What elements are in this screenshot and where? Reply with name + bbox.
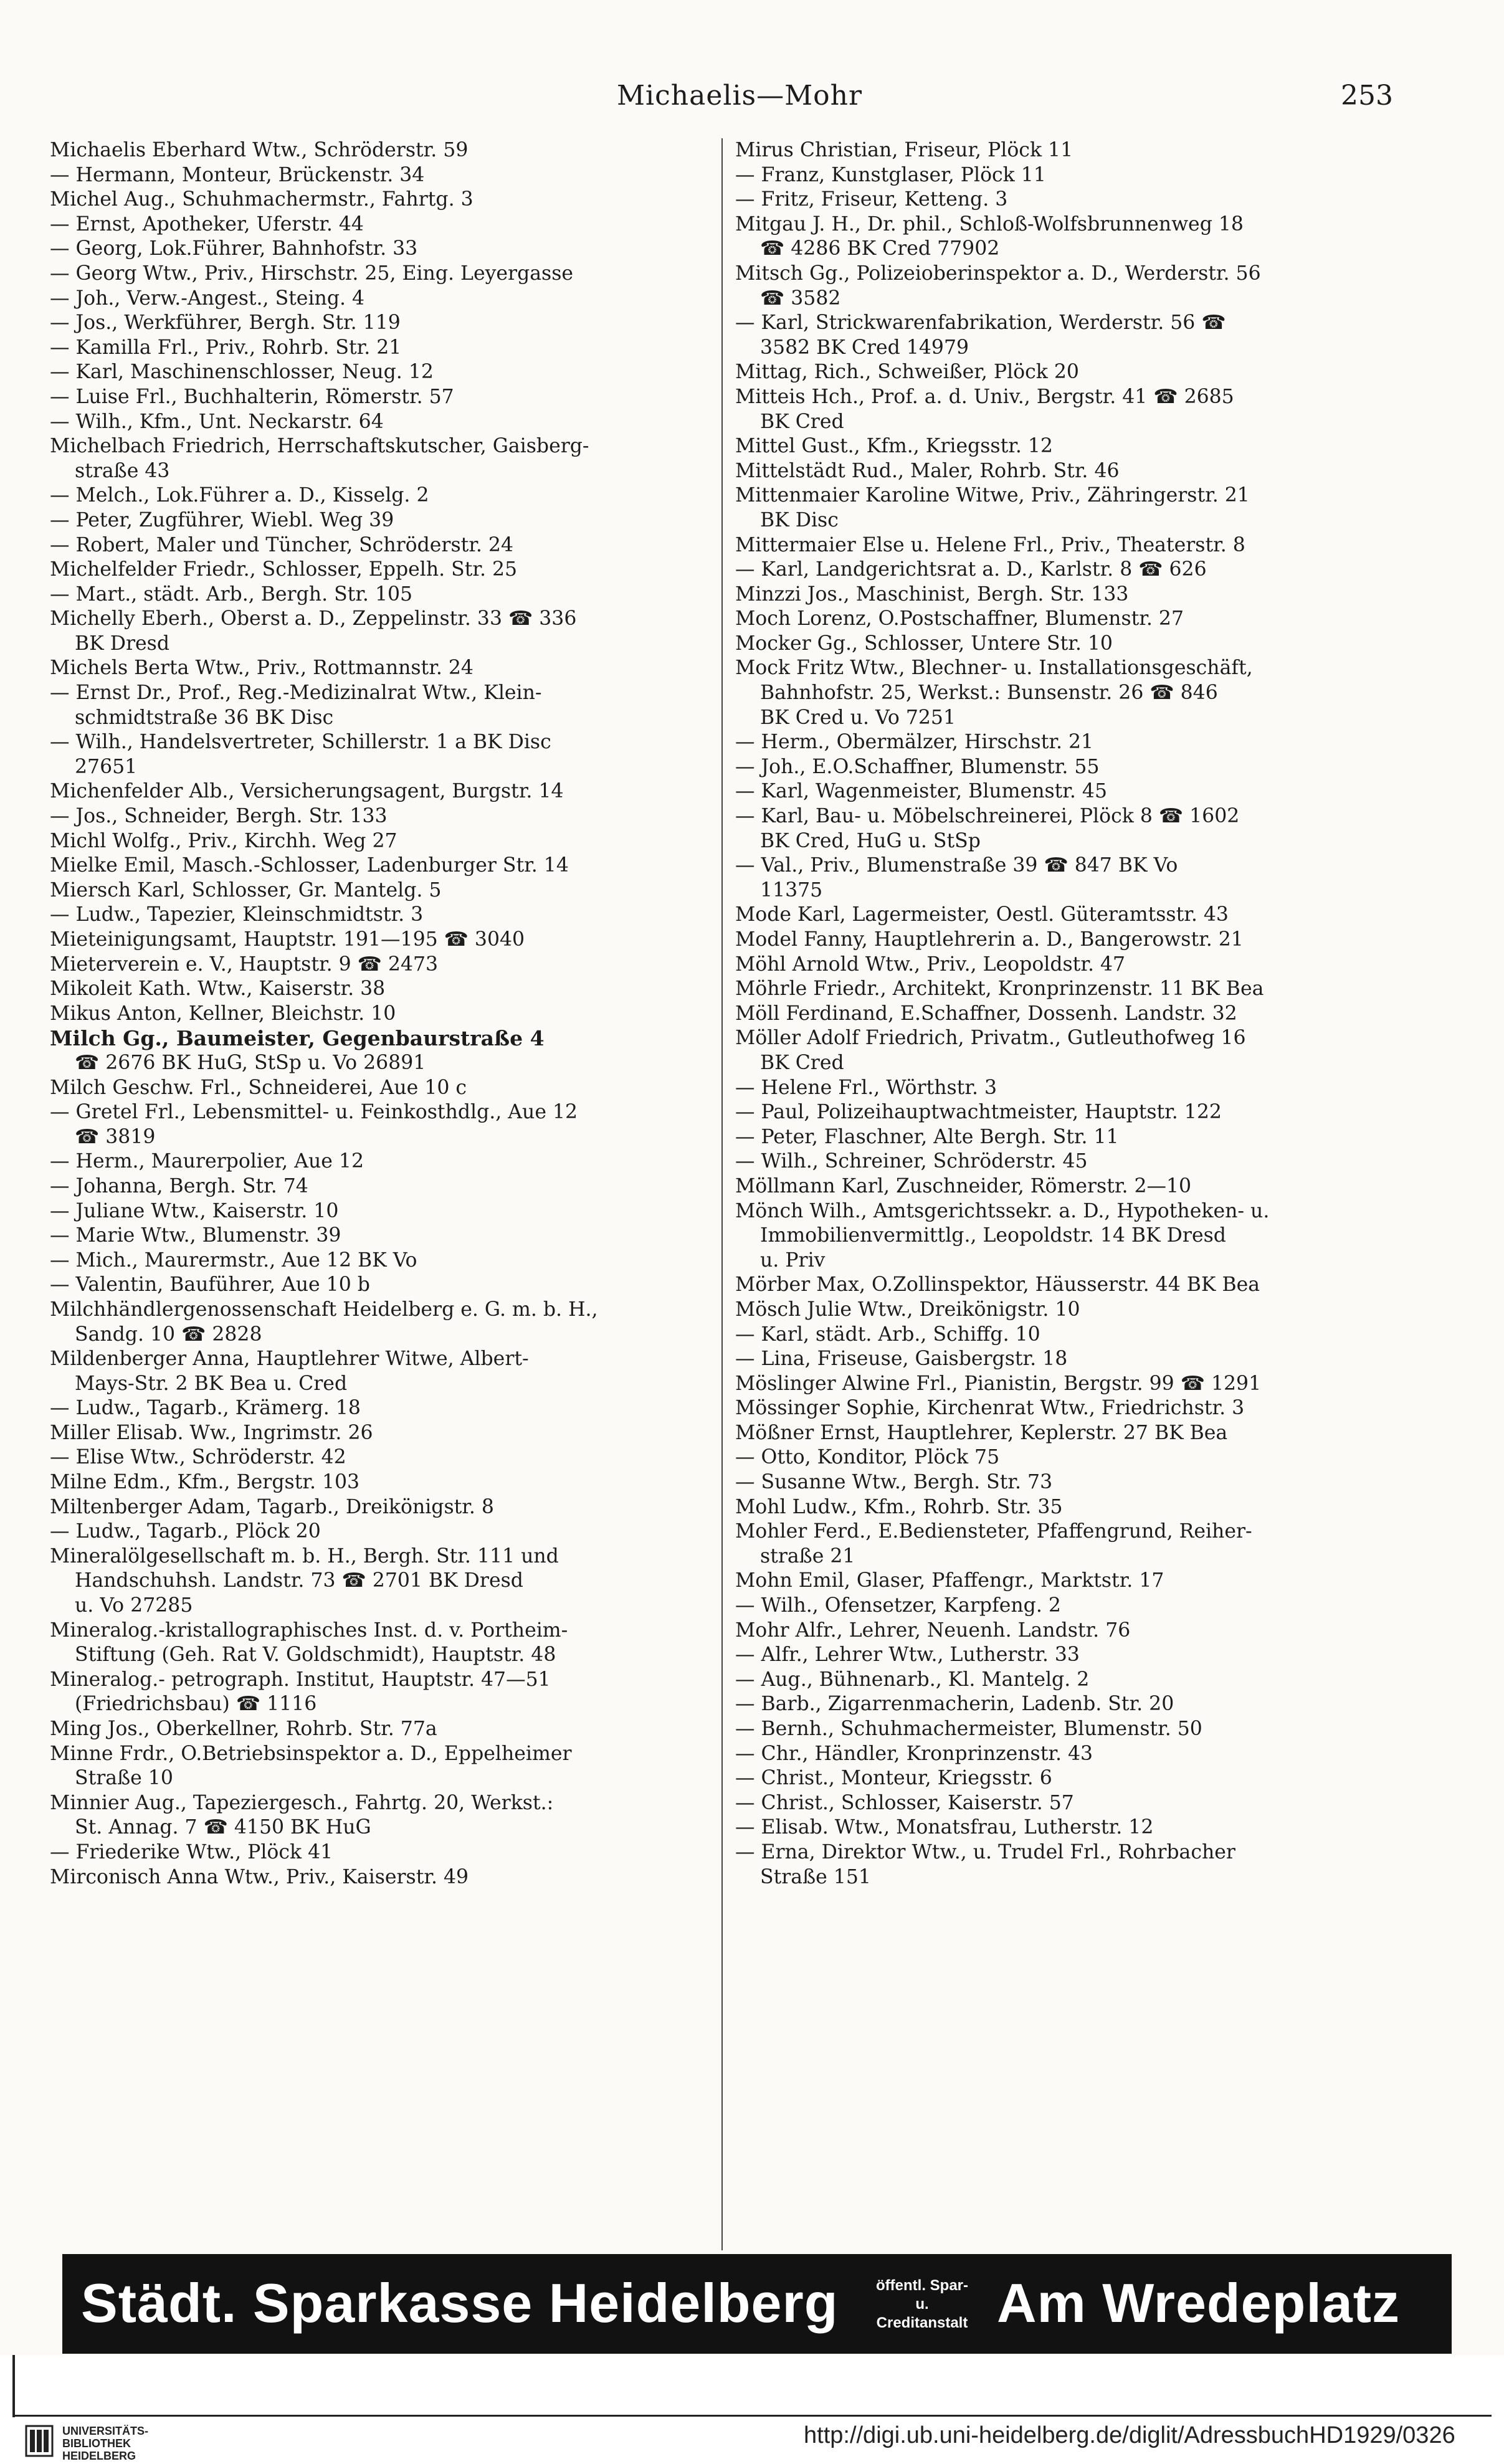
banner-subtitle-line1: öffentl. Spar- u.	[876, 2277, 968, 2313]
right-column	[735, 138, 1377, 1890]
directory-entry: — Karl, Strickwarenfabrikation, Werderstr. 56 ☎	[735, 312, 1226, 335]
directory-entry: Möhrle Friedr., Architekt, Kronprinzenstr. 11 BK Bea	[735, 978, 1264, 1001]
directory-entry: — Helene Frl., Wörthstr. 3	[735, 1076, 997, 1099]
directory-entry: — Jos., Schneider, Bergh. Str. 133	[50, 805, 388, 828]
directory-entry: Milchhändlergenossenschaft Heidelberg e. G. m. b. H.,	[50, 1298, 598, 1321]
directory-entry: — Lina, Friseuse, Gaisbergstr. 18	[735, 1348, 1068, 1371]
directory-entry: — Erna, Direktor Wtw., u. Trudel Frl., Rohrbacher	[735, 1840, 1235, 1863]
directory-entry: Michelly Eberh., Oberst a. D., Zeppelinstr. 33 ☎ 336	[50, 607, 577, 630]
directory-entry: Bahnhofstr. 25, Werkst.: Bunsenstr. 26 ☎ 846	[760, 682, 1218, 705]
directory-entry: Mays-Str. 2 BK Bea u. Cred	[75, 1372, 348, 1395]
directory-entry: — Ernst, Apotheker, Uferstr. 44	[50, 212, 364, 235]
advertisement-banner	[62, 2254, 1452, 2354]
directory-entry: — Gretel Frl., Lebensmittel- u. Feinkosthdlg., Aue 12	[50, 1101, 578, 1124]
directory-entry: 3582 BK Cred 14979	[760, 336, 969, 359]
directory-entry: schmidtstraße 36 BK Disc	[75, 706, 334, 729]
directory-entry: Sandg. 10 ☎ 2828	[75, 1323, 262, 1346]
directory-entry: Mittel Gust., Kfm., Kriegsstr. 12	[735, 435, 1053, 458]
directory-entry: — Kamilla Frl., Priv., Rohrb. Str. 21	[50, 336, 402, 359]
directory-entry: Miersch Karl, Schlosser, Gr. Mantelg. 5	[50, 878, 442, 901]
directory-entry: Mohn Emil, Glaser, Pfaffengr., Marktstr. 17	[735, 1569, 1164, 1592]
directory-entry: — Georg Wtw., Priv., Hirschstr. 25, Eing. Leyergasse	[50, 262, 574, 285]
directory-entry: u. Vo 27285	[75, 1594, 193, 1617]
directory-entry: Möhl Arnold Wtw., Priv., Leopoldstr. 47	[735, 953, 1126, 976]
directory-entry: Mikoleit Kath. Wtw., Kaiserstr. 38	[50, 978, 386, 1001]
directory-entry: — Wilh., Ofensetzer, Karpfeng. 2	[735, 1594, 1061, 1617]
library-name	[62, 2425, 148, 2462]
directory-entry: — Chr., Händler, Kronprinzenstr. 43	[735, 1742, 1093, 1765]
directory-entry: — Luise Frl., Buchhalterin, Römerstr. 57	[50, 385, 454, 408]
directory-entry: Miller Elisab. Ww., Ingrimstr. 26	[50, 1421, 373, 1444]
directory-entry: — Jos., Werkführer, Bergh. Str. 119	[50, 312, 401, 335]
directory-entry: Mildenberger Anna, Hauptlehrer Witwe, Albert-	[50, 1348, 529, 1371]
digitization-footer	[0, 2355, 1504, 2464]
directory-entry: Minnier Aug., Tapeziergesch., Fahrtg. 20, Werkst.:	[50, 1791, 554, 1814]
directory-entry: — Melch., Lok.Führer a. D., Kisselg. 2	[50, 484, 429, 507]
library-name-line1: UNIVERSITÄTS-	[62, 2425, 149, 2437]
directory-entry: Mineralölgesellschaft m. b. H., Bergh. Str. 111 und	[50, 1544, 559, 1567]
directory-entry: ☎ 2676 BK HuG, StSp u. Vo 26891	[75, 1051, 426, 1074]
directory-entry: Miltenberger Adam, Tagarb., Dreikönigstr. 8	[50, 1495, 494, 1518]
directory-entry: Mittelstädt Rud., Maler, Rohrb. Str. 46	[735, 459, 1120, 482]
directory-entry: Stiftung (Geh. Rat V. Goldschmidt), Hauptstr. 48	[75, 1643, 556, 1667]
footer-horizontal-rule	[12, 2415, 1492, 2417]
directory-entry: Michels Berta Wtw., Priv., Rottmannstr. 24	[50, 657, 474, 680]
directory-entry: Minne Frdr., O.Betriebsinspektor a. D., Eppelheimer	[50, 1742, 572, 1765]
page-title: Michaelis—Mohr	[617, 80, 863, 112]
directory-entry: — Karl, Bau- u. Möbelschreinerei, Plöck 8 ☎ 1602	[735, 805, 1240, 828]
directory-entry: — Karl, Maschinenschlosser, Neug. 12	[50, 361, 434, 384]
library-name-line2: BIBLIOTHEK	[62, 2437, 131, 2450]
directory-entry: — Joh., E.O.Schaffner, Blumenstr. 55	[735, 755, 1100, 778]
directory-entry: — Bernh., Schuhmachermeister, Blumenstr. 50	[735, 1718, 1202, 1740]
directory-entry: — Juliane Wtw., Kaiserstr. 10	[50, 1199, 339, 1222]
directory-entry: Möslinger Alwine Frl., Pianistin, Bergstr. 99 ☎ 1291	[735, 1372, 1262, 1395]
directory-entry: Mode Karl, Lagermeister, Oestl. Güteramtsstr. 43	[735, 903, 1229, 926]
directory-entry: — Karl, Wagenmeister, Blumenstr. 45	[735, 780, 1108, 803]
directory-entry: — Mart., städt. Arb., Bergh. Str. 105	[50, 583, 413, 606]
directory-entry: — Ludw., Tagarb., Plöck 20	[50, 1520, 321, 1543]
directory-entry: — Georg, Lok.Führer, Bahnhofstr. 33	[50, 237, 418, 260]
column-divider	[721, 138, 723, 2250]
directory-entry: Möll Ferdinand, E.Schaffner, Dossenh. Landstr. 32	[735, 1002, 1237, 1025]
directory-entry: — Wilh., Schreiner, Schröderstr. 45	[735, 1150, 1088, 1173]
directory-entry: Mikus Anton, Kellner, Bleichstr. 10	[50, 1002, 396, 1025]
library-name-line3: HEIDELBERG	[62, 2450, 136, 2462]
directory-entry: Mineralog.-kristallographisches Inst. d. v. Portheim-	[50, 1619, 568, 1642]
directory-entry: — Ludw., Tagarb., Krämerg. 18	[50, 1397, 361, 1420]
directory-entry: — Peter, Zugführer, Wiebl. Weg 39	[50, 508, 394, 531]
directory-entry: Mittag, Rich., Schweißer, Plöck 20	[735, 361, 1079, 384]
directory-entry: Mittenmaier Karoline Witwe, Priv., Zähringerstr. 21	[735, 484, 1250, 507]
banner-subtitle-line2: Creditanstalt	[876, 2314, 968, 2331]
directory-entry: Handschuhsh. Landstr. 73 ☎ 2701 BK Dresd	[75, 1569, 523, 1592]
directory-entry: Mörber Max, O.Zollinspektor, Häusserstr. 44 BK Bea	[735, 1273, 1260, 1296]
banner-address: Am Wredeplatz	[997, 2272, 1401, 2334]
directory-entry: — Joh., Verw.-Angest., Steing. 4	[50, 287, 365, 310]
directory-entry: Michl Wolfg., Priv., Kirchh. Weg 27	[50, 829, 397, 852]
directory-entry: Michel Aug., Schuhmachermstr., Fahrtg. 3	[50, 188, 474, 211]
running-header	[0, 80, 1504, 123]
directory-entry: Michaelis Eberhard Wtw., Schröderstr. 59	[50, 139, 469, 161]
directory-entry: St. Annag. 7 ☎ 4150 BK HuG	[75, 1816, 371, 1839]
directory-entry: BK Cred	[760, 410, 844, 433]
directory-entry: — Alfr., Lehrer Wtw., Lutherstr. 33	[735, 1643, 1080, 1667]
directory-entry: Mohler Ferd., E.Bediensteter, Pfaffengrund, Reiher-	[735, 1520, 1252, 1543]
directory-entry: — Valentin, Bauführer, Aue 10 b	[50, 1273, 370, 1296]
directory-entry: BK Cred u. Vo 7251	[760, 706, 956, 729]
directory-entry: 27651	[75, 755, 138, 778]
directory-entry: Mirus Christian, Friseur, Plöck 11	[735, 139, 1073, 161]
directory-entry: — Ernst Dr., Prof., Reg.-Medizinalrat Wtw., Klein-	[50, 682, 542, 705]
directory-entry: Mitgau J. H., Dr. phil., Schloß-Wolfsbrunnenweg 18	[735, 212, 1244, 235]
directory-entry: Ming Jos., Oberkellner, Rohrb. Str. 77a	[50, 1718, 437, 1740]
directory-entry: — Elisab. Wtw., Monatsfrau, Lutherstr. 12	[735, 1816, 1154, 1839]
directory-entry: — Peter, Flaschner, Alte Bergh. Str. 11	[735, 1125, 1119, 1148]
directory-entry: — Christ., Schlosser, Kaiserstr. 57	[735, 1791, 1074, 1814]
directory-entry: ☎ 3582	[760, 287, 841, 310]
directory-entry: 11375	[760, 878, 823, 901]
directory-entry: — Karl, städt. Arb., Schiffg. 10	[735, 1323, 1040, 1346]
directory-entry: Mittermaier Else u. Helene Frl., Priv., Theaterstr. 8	[735, 533, 1245, 556]
directory-entry: — Val., Priv., Blumenstraße 39 ☎ 847 BK Vo	[735, 854, 1178, 877]
directory-entry: — Robert, Maler und Tüncher, Schröderstr. 24	[50, 533, 514, 556]
directory-entry: straße 21	[760, 1544, 855, 1567]
directory-entry: Möllmann Karl, Zuschneider, Römerstr. 2—10	[735, 1174, 1192, 1197]
directory-entry: Michelbach Friedrich, Herrschaftskutscher, Gaisberg-	[50, 435, 589, 458]
directory-entry: Mieteinigungsamt, Hauptstr. 191—195 ☎ 3040	[50, 928, 525, 951]
directory-entry: — Herm., Maurerpolier, Aue 12	[50, 1150, 364, 1173]
directory-entry: ☎ 4286 BK Cred 77902	[760, 237, 1000, 260]
directory-entry: BK Cred, HuG u. StSp	[760, 829, 981, 852]
directory-entry: Mielke Emil, Masch.-Schlosser, Ladenburger Str. 14	[50, 854, 569, 877]
directory-entry: — Aug., Bühnenarb., Kl. Mantelg. 2	[735, 1668, 1090, 1691]
directory-entry: BK Disc	[760, 508, 839, 531]
directory-entry: BK Dresd	[75, 632, 169, 655]
directory-entry: Milch Gg., Baumeister, Gegenbaurstraße 4	[50, 1026, 545, 1051]
directory-entry: (Friedrichsbau) ☎ 1116	[75, 1693, 317, 1716]
directory-entry: — Susanne Wtw., Bergh. Str. 73	[735, 1471, 1053, 1494]
directory-entry: — Marie Wtw., Blumenstr. 39	[50, 1224, 341, 1247]
directory-entry: — Otto, Konditor, Plöck 75	[735, 1446, 1000, 1469]
page-number: 253	[1341, 80, 1393, 112]
directory-entry: Mirconisch Anna Wtw., Priv., Kaiserstr. 49	[50, 1865, 469, 1888]
directory-entry: — Wilh., Handelsvertreter, Schillerstr. 1 a BK Disc	[50, 731, 551, 754]
directory-entry: — Paul, Polizeihauptwachtmeister, Hauptstr. 122	[735, 1101, 1222, 1124]
directory-entry: Mössinger Sophie, Kirchenrat Wtw., Friedrichstr. 3	[735, 1397, 1245, 1420]
directory-entry: Mocker Gg., Schlosser, Untere Str. 10	[735, 632, 1113, 655]
directory-entry: Mitteis Hch., Prof. a. d. Univ., Bergstr. 41 ☎ 2685	[735, 385, 1234, 408]
directory-entry: — Johanna, Bergh. Str. 74	[50, 1174, 308, 1197]
directory-entry: Mößner Ernst, Hauptlehrer, Keplerstr. 27 BK Bea	[735, 1421, 1228, 1444]
directory-entry: — Herm., Obermälzer, Hirschstr. 21	[735, 731, 1094, 754]
directory-entry: Mock Fritz Wtw., Blechner- u. Installationsgeschäft,	[735, 657, 1253, 680]
directory-entry: Mitsch Gg., Polizeioberinspektor a. D., Werderstr. 56	[735, 262, 1261, 285]
directory-entry: Mohr Alfr., Lehrer, Neuenh. Landstr. 76	[735, 1619, 1131, 1642]
directory-entry: — Elise Wtw., Schröderstr. 42	[50, 1446, 346, 1469]
banner-bank-name: Städt. Sparkasse Heidelberg	[81, 2272, 839, 2334]
directory-entry: Straße 151	[760, 1865, 871, 1888]
banner-subtitle	[872, 2276, 972, 2333]
directory-entry: straße 43	[75, 459, 170, 482]
directory-entry: — Mich., Maurermstr., Aue 12 BK Vo	[50, 1249, 417, 1272]
directory-entry: Model Fanny, Hauptlehrerin a. D., Bangerowstr. 21	[735, 928, 1244, 951]
directory-entry: Minzzi Jos., Maschinist, Bergh. Str. 133	[735, 583, 1129, 606]
directory-entry: Milne Edm., Kfm., Bergstr. 103	[50, 1471, 360, 1494]
directory-entry: Michelfelder Friedr., Schlosser, Eppelh. Str. 25	[50, 558, 518, 581]
directory-entry: Mohl Ludw., Kfm., Rohrb. Str. 35	[735, 1495, 1063, 1518]
directory-entry: Milch Geschw. Frl., Schneiderei, Aue 10 c	[50, 1076, 467, 1099]
directory-entry: Mönch Wilh., Amtsgerichtssekr. a. D., Hypotheken- u.	[735, 1199, 1270, 1222]
directory-entry: Möller Adolf Friedrich, Privatm., Gutleuthofweg 16	[735, 1027, 1246, 1050]
directory-entry: Immobilienvermittlg., Leopoldstr. 14 BK Dresd	[760, 1224, 1226, 1247]
directory-entry: Mösch Julie Wtw., Dreikönigstr. 10	[735, 1298, 1080, 1321]
library-logo-icon	[25, 2425, 54, 2457]
directory-entry: Michenfelder Alb., Versicherungsagent, Burgstr. 14	[50, 780, 564, 803]
directory-entry: Moch Lorenz, O.Postschaffner, Blumenstr. 27	[735, 607, 1184, 630]
directory-entry: Straße 10	[75, 1767, 173, 1790]
directory-entry: — Hermann, Monteur, Brückenstr. 34	[50, 163, 425, 186]
directory-entry: Mineralog.- petrograph. Institut, Hauptstr. 47—51	[50, 1668, 551, 1691]
directory-entry: — Franz, Kunstglaser, Plöck 11	[735, 163, 1046, 186]
directory-entry: — Karl, Landgerichtsrat a. D., Karlstr. 8 ☎ 626	[735, 558, 1207, 581]
directory-entry: — Barb., Zigarrenmacherin, Ladenb. Str. 20	[735, 1693, 1174, 1716]
source-url-link[interactable]: http://digi.ub.uni-heidelberg.de/diglit/AdressbuchHD1929/0326	[804, 2422, 1455, 2448]
left-column	[50, 138, 692, 1890]
directory-entry: — Ludw., Tapezier, Kleinschmidtstr. 3	[50, 903, 424, 926]
footer-vertical-rule	[12, 2355, 15, 2417]
directory-entry: — Christ., Monteur, Kriegsstr. 6	[735, 1767, 1052, 1790]
directory-entry: — Wilh., Kfm., Unt. Neckarstr. 64	[50, 410, 384, 433]
directory-entry: — Friederike Wtw., Plöck 41	[50, 1840, 333, 1863]
directory-entry: — Fritz, Friseur, Ketteng. 3	[735, 188, 1008, 211]
directory-entry: Mieterverein e. V., Hauptstr. 9 ☎ 2473	[50, 953, 439, 976]
directory-entry: BK Cred	[760, 1051, 844, 1074]
directory-entry: ☎ 3819	[75, 1125, 156, 1148]
directory-entry: u. Priv	[760, 1249, 826, 1272]
